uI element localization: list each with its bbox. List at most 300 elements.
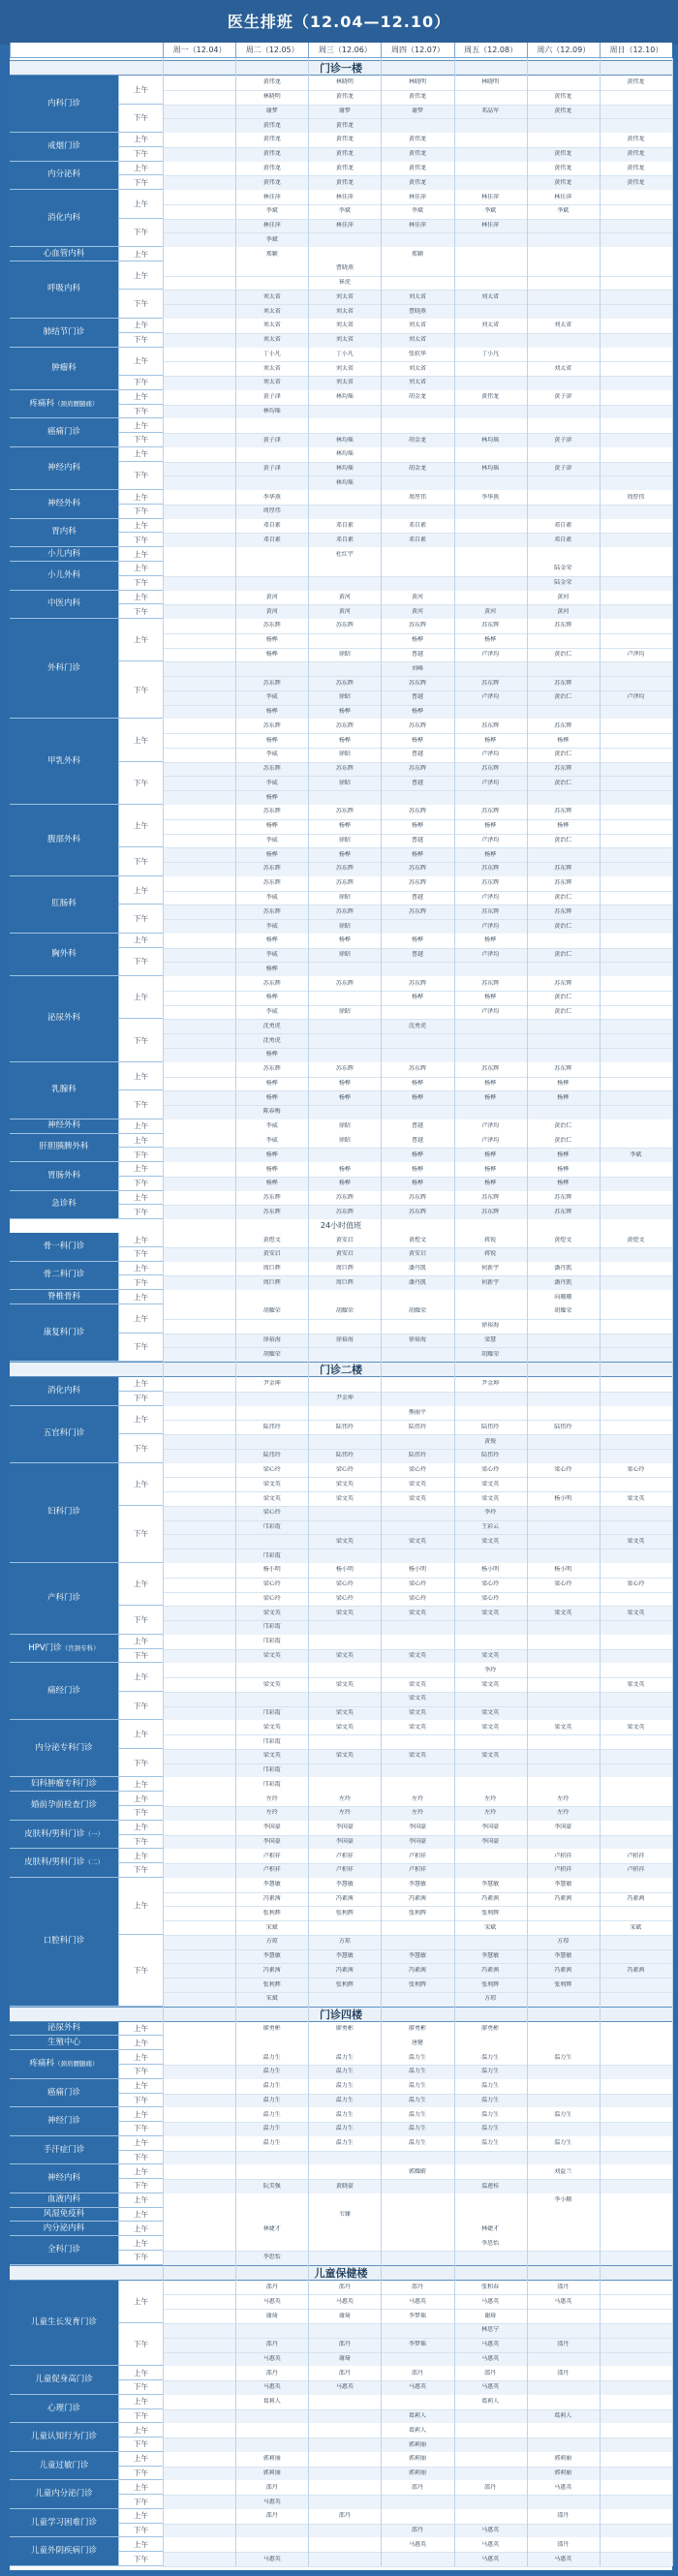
period-label: 下午 (118, 1247, 163, 1262)
doctor-cell: 徐昭 (338, 693, 351, 701)
doctor-cell: 邵丹 (338, 2284, 351, 2291)
doctor-cell: 卢积祥 (335, 1852, 354, 1859)
doctor-cell: 梁心玲 (262, 1580, 281, 1588)
doctor-cell: 林均瑶 (335, 465, 354, 473)
doctor-cell: 曹越 (411, 693, 423, 701)
day-header: 周日（12.10） (600, 43, 672, 58)
department-name: 骨二科门诊 (43, 1270, 85, 1280)
row-divider (163, 1105, 672, 1106)
doctor-cell: 杨桦 (265, 822, 278, 830)
department-label (10, 2452, 118, 2481)
department-name: 癌痛门诊 (46, 427, 80, 438)
department-subtitle: （一） (84, 1829, 104, 1838)
doctor-cell: 邵丹 (338, 2341, 351, 2348)
doctor-cell: 黄伟龙 (262, 136, 281, 143)
page-title: 医生排班（12.04—12.10） (227, 13, 451, 31)
period-label: 下午 (118, 462, 163, 491)
doctor-cell: 郭莉丽 (554, 2455, 572, 2463)
doctor-cell: 杨桦 (265, 736, 278, 744)
period-label: 上午 (118, 2423, 163, 2438)
doctor-cell: 梁文英 (627, 1609, 645, 1616)
doctor-cell: 温力生 (335, 2139, 354, 2147)
department-name: 外科门诊 (46, 662, 80, 673)
doctor-cell: 温力生 (335, 2068, 354, 2075)
doctor-cell: 梁文英 (262, 1494, 281, 1502)
doctor-cell: 苏东辉 (554, 1194, 572, 1202)
department-label (10, 2281, 118, 2367)
doctor-cell: 卢泽均 (481, 922, 500, 930)
doctor-cell: 丁小凡 (262, 350, 281, 357)
doctor-cell: 林佳萍 (262, 222, 281, 230)
doctor-cell: 张利辉 (408, 1909, 426, 1917)
column-divider (381, 58, 382, 2566)
doctor-cell: 徐裕海 (408, 1335, 426, 1343)
doctor-cell: 徐裕海 (335, 1335, 354, 1343)
period-label: 下午 (118, 2552, 163, 2566)
row-divider (163, 891, 672, 892)
department-label (10, 390, 118, 419)
doctor-cell: 黄安启 (335, 1236, 354, 1243)
doctor-cell: 温力生 (335, 2125, 354, 2132)
doctor-cell: 苏东辉 (481, 765, 500, 773)
doctor-cell: 李国豪 (408, 1824, 426, 1831)
doctor-cell: 卢泽均 (481, 1008, 500, 1016)
doctor-cell: 梁文英 (554, 1609, 572, 1616)
row-divider (163, 2179, 672, 2180)
doctor-cell: 苏东辉 (408, 721, 426, 729)
row-divider (163, 1906, 672, 1907)
doctor-cell: 林佳萍 (335, 222, 354, 230)
doctor-cell: 陆伟玲 (335, 1423, 354, 1430)
doctor-cell: 杨桦 (338, 1165, 351, 1173)
doctor-cell: 苏东辉 (408, 622, 426, 629)
doctor-cell: 梁文英 (408, 1680, 426, 1688)
doctor-cell: 苏东辉 (262, 808, 281, 815)
doctor-cell: 陈春梅 (262, 1108, 281, 1116)
doctor-cell: 黄安启 (408, 1250, 426, 1258)
doctor-cell: 卢泽均 (481, 893, 500, 901)
department-label (10, 1262, 118, 1291)
doctor-cell: 马惠英 (554, 2297, 572, 2305)
period-label: 下午 (118, 762, 163, 805)
period-label: 上午 (118, 2107, 163, 2122)
row-divider (163, 2309, 672, 2310)
doctor-cell: 马惠英 (481, 2555, 500, 2562)
doctor-cell: 黄河 (338, 607, 351, 615)
department-label (10, 547, 118, 562)
doctor-cell: 葛莉人 (481, 2398, 500, 2406)
doctor-cell: 杨桦 (265, 1093, 278, 1101)
department-name: 全科门诊 (46, 2244, 80, 2254)
period-label: 上午 (118, 976, 163, 1019)
department-name: 儿童生长发育门诊 (30, 2316, 97, 2327)
row-divider (163, 676, 672, 677)
row-divider (163, 2323, 672, 2324)
doctor-cell: 苏东辉 (335, 879, 354, 887)
doctor-cell: 冯素茜 (627, 1966, 645, 1974)
doctor-cell: 温力生 (481, 2082, 500, 2090)
doctor-cell: 阮美强 (262, 2182, 281, 2190)
department-name: 消化内科 (46, 1385, 80, 1395)
row-divider (163, 118, 672, 119)
period-label: 上午 (118, 547, 163, 562)
department-label (10, 1162, 118, 1191)
period-label: 下午 (118, 604, 163, 619)
column-divider (672, 58, 673, 2566)
period-label: 上午 (118, 2164, 163, 2179)
period-label: 上午 (118, 2136, 163, 2151)
doctor-cell: 李慧敏 (335, 1952, 354, 1960)
doctor-cell: 刘太省 (408, 336, 426, 344)
doctor-cell: 苏东辉 (554, 808, 572, 815)
department-name: 妇科肿瘤专科门诊 (30, 1778, 97, 1789)
period-block (163, 2151, 672, 2165)
doctor-cell: 苏东辉 (554, 879, 572, 887)
doctor-cell: 温力生 (262, 2110, 281, 2118)
doctor-cell: 杨桦 (338, 1093, 351, 1101)
doctor-cell: 马惠英 (481, 2297, 500, 2305)
doctor-cell: 陆伟玲 (481, 1452, 500, 1459)
doctor-cell: 温莲桂 (481, 2182, 500, 2190)
doctor-cell: 梁文英 (262, 1609, 281, 1616)
department-name: 呼吸内科 (46, 284, 80, 294)
doctor-cell: 苏东辉 (408, 879, 426, 887)
doctor-cell: 苏东辉 (408, 1208, 426, 1215)
doctor-cell: 郭莉丽 (262, 2455, 281, 2463)
header-corner (10, 43, 163, 58)
doctor-cell: 林晓明 (408, 78, 426, 86)
doctor-cell: 黄伟龙 (335, 136, 354, 143)
row-divider (163, 2524, 672, 2525)
doctor-cell: 卢泽均 (627, 693, 645, 701)
doctor-cell: 梁心玲 (627, 1580, 645, 1588)
doctor-cell: 黄伟龙 (262, 150, 281, 158)
row-divider (163, 1520, 672, 1521)
doctor-cell: 陆伟玲 (335, 1452, 354, 1459)
period-label: 下午 (118, 2122, 163, 2136)
doctor-cell: 梁文英 (481, 1709, 500, 1717)
doctor-cell: 梁文英 (408, 1723, 426, 1731)
doctor-cell: 杨桦 (484, 1165, 497, 1173)
department-name: 产科门诊 (46, 1592, 80, 1603)
doctor-cell: 李思怡 (481, 2239, 500, 2247)
doctor-cell: 黄伟龙 (262, 78, 281, 86)
doctor-cell: 林晓明 (481, 78, 500, 86)
doctor-cell: 李国豪 (335, 1824, 354, 1831)
period-label: 下午 (118, 948, 163, 977)
doctor-cell: 梁慧 (484, 1335, 497, 1343)
doctor-cell: 邓自素 (408, 522, 426, 530)
doctor-cell: 温力生 (408, 2068, 426, 2075)
doctor-cell: 林佳萍 (335, 193, 354, 200)
department-label (10, 1233, 118, 1262)
doctor-cell: 宋斌 (265, 1923, 278, 1931)
day-header: 周三（12.06） (308, 43, 381, 58)
department-label (10, 562, 118, 591)
doctor-cell: 苏东辉 (408, 865, 426, 873)
doctor-cell: 林佳萍 (554, 193, 572, 200)
period-label: 下午 (118, 1334, 163, 1363)
doctor-cell: 左玲 (265, 1809, 278, 1817)
doctor-cell: 刘太省 (335, 364, 354, 372)
doctor-cell: 李国豪 (481, 1837, 500, 1845)
doctor-cell: 马惠英 (554, 2555, 572, 2562)
department-label (10, 1406, 118, 1463)
row-divider (163, 2338, 672, 2339)
department-label (10, 162, 118, 191)
doctor-cell: 杨桦 (557, 736, 570, 744)
doctor-cell: 黄伟龙 (408, 136, 426, 143)
doctor-cell: 邝彩霞 (262, 1551, 281, 1559)
doctor-cell: 张利辉 (481, 1980, 500, 1988)
doctor-cell: 杨桦 (557, 1079, 570, 1087)
doctor-cell: 谢梦 (411, 107, 423, 114)
department-label (10, 1191, 118, 1220)
doctor-cell: 温力生 (554, 2139, 572, 2147)
doctor-cell: 邵丹 (484, 2369, 497, 2377)
doctor-cell: 黄河 (484, 607, 497, 615)
doctor-cell: 邵丹 (265, 2369, 278, 2377)
department-label (10, 490, 118, 519)
doctor-cell: 张利辉 (408, 1980, 426, 1988)
doctor-cell: 邵丹 (265, 2341, 278, 2348)
doctor-cell: 冯素茜 (408, 1966, 426, 1974)
doctor-cell: 杨桦 (411, 1079, 423, 1087)
column-divider (235, 58, 236, 2566)
doctor-cell: 徐昭 (338, 779, 351, 786)
doctor-cell: 邓自素 (335, 522, 354, 530)
doctor-cell: 蒋锐 (484, 1250, 497, 1258)
department-label (10, 1134, 118, 1163)
row-divider (163, 2352, 672, 2353)
row-divider (163, 1806, 672, 1807)
period-label: 上午 (118, 2395, 163, 2409)
department-label (10, 519, 118, 548)
doctor-cell: 周巨辉 (335, 1278, 354, 1286)
doctor-cell: 陆伟玲 (408, 1423, 426, 1430)
doctor-cell: 马惠英 (262, 2498, 281, 2505)
doctor-cell: 邵丹 (411, 2483, 423, 2491)
row-divider (163, 576, 672, 577)
doctor-cell: 黄治仁 (554, 994, 572, 1001)
department-name: 儿童促身高门诊 (35, 2375, 93, 2385)
doctor-cell: 徐昭 (338, 951, 351, 959)
period-label: 下午 (118, 1835, 163, 1850)
doctor-cell: 刘益兰 (554, 2167, 572, 2175)
row-divider (163, 1835, 672, 1836)
department-name: 皮肤科/男科门诊 (24, 1828, 85, 1839)
doctor-cell: 苏东辉 (335, 907, 354, 915)
doctor-cell: 杨桦 (557, 1180, 570, 1187)
doctor-cell: 苏东辉 (262, 907, 281, 915)
doctor-cell: 杨桦 (265, 636, 278, 644)
doctor-cell: 苏东辉 (335, 979, 354, 987)
doctor-cell: 梁文英 (262, 1651, 281, 1659)
doctor-cell: 梁文英 (335, 1537, 354, 1545)
doctor-cell: 沈勇虎 (408, 1022, 426, 1029)
period-block (163, 2208, 672, 2223)
doctor-cell: 梁文英 (262, 1752, 281, 1760)
doctor-cell: 李慧敏 (262, 1952, 281, 1960)
period-label: 上午 (118, 1406, 163, 1435)
doctor-cell: 黄伟龙 (262, 164, 281, 171)
doctor-cell: 梁文英 (335, 1480, 354, 1487)
doctor-cell: 杨桦 (338, 850, 351, 858)
period-label: 下午 (118, 2179, 163, 2193)
doctor-cell: 黄伟龙 (627, 178, 645, 186)
row-divider (163, 1863, 672, 1864)
period-label: 下午 (118, 533, 163, 547)
row-divider (163, 1392, 672, 1393)
doctor-cell: 温力生 (554, 2110, 572, 2118)
doctor-cell: 杨桦 (411, 736, 423, 744)
row-divider (163, 105, 672, 106)
doctor-cell: 谢梦 (265, 107, 278, 114)
row-divider (163, 633, 672, 634)
doctor-cell: 邓自素 (554, 536, 572, 543)
doctor-cell: 陆伟玲 (262, 1452, 281, 1459)
doctor-cell: 杨桦 (484, 1150, 497, 1158)
doctor-cell: 李国豪 (262, 1824, 281, 1831)
doctor-cell: 葛莉人 (554, 2411, 572, 2419)
department-label (10, 2208, 118, 2223)
period-label: 下午 (118, 175, 163, 190)
row-divider (163, 232, 672, 233)
doctor-cell: 温力生 (408, 2053, 426, 2061)
doctor-cell: 李斌 (265, 235, 278, 243)
doctor-cell: 邝彩霞 (262, 1780, 281, 1788)
period-label: 下午 (118, 1019, 163, 1061)
row-divider (163, 1606, 672, 1607)
doctor-cell: 马惠英 (481, 2341, 500, 2348)
doctor-cell: 李斌 (630, 1150, 642, 1158)
doctor-cell: 黄河 (338, 593, 351, 600)
period-label: 下午 (118, 576, 163, 591)
doctor-cell: 廖勇彬 (481, 2025, 500, 2033)
doctor-cell: 李国豪 (262, 1837, 281, 1845)
doctor-cell: 李威 (265, 836, 278, 843)
department-label (10, 1878, 118, 2007)
doctor-cell: 徐昭 (338, 1136, 351, 1144)
doctor-cell: 卢泽均 (481, 836, 500, 843)
period-label: 上午 (118, 390, 163, 405)
doctor-cell: 梁心玲 (481, 1594, 500, 1602)
doctor-cell: 梁文英 (408, 1709, 426, 1717)
doctor-cell: 梁文英 (481, 1680, 500, 1688)
row-divider (163, 333, 672, 334)
doctor-cell: 杨桦 (265, 1051, 278, 1058)
doctor-cell: 杨小明 (554, 1494, 572, 1502)
department-label (10, 2050, 118, 2079)
department-label (10, 1304, 118, 1362)
department-name: 儿童过敏门诊 (39, 2460, 89, 2470)
doctor-cell: 梁心玲 (262, 1594, 281, 1602)
doctor-cell: 邵丹 (265, 2284, 278, 2291)
department-name: 戒烟门诊 (46, 140, 80, 151)
doctor-cell: 黄伟龙 (627, 136, 645, 143)
doctor-cell: 杨桦 (557, 1165, 570, 1173)
row-divider (163, 2566, 672, 2567)
doctor-cell: 徐昭 (338, 893, 351, 901)
doctor-cell: 黄子津 (262, 436, 281, 444)
doctor-cell: 温力生 (262, 2125, 281, 2132)
doctor-cell: 刘太省 (554, 364, 572, 372)
doctor-cell: 谢琦 (338, 2312, 351, 2319)
doctor-cell: 梁文英 (335, 1723, 354, 1731)
doctor-cell: 张利辉 (262, 1980, 281, 1988)
doctor-cell: 梁文英 (627, 1680, 645, 1688)
doctor-cell: 苏东辉 (262, 879, 281, 887)
period-label: 下午 (118, 290, 163, 319)
doctor-cell: 苏东辉 (262, 765, 281, 773)
period-label: 下午 (118, 147, 163, 162)
doctor-cell: 方琼 (338, 1938, 351, 1946)
doctor-cell: 苏东辉 (554, 1208, 572, 1215)
doctor-cell: 温力生 (335, 2110, 354, 2118)
department-name: 急诊科 (51, 1199, 77, 1210)
doctor-cell: 林佳萍 (262, 193, 281, 200)
row-divider (163, 475, 672, 476)
doctor-cell: 苏东辉 (262, 721, 281, 729)
doctor-cell: 邵丹 (338, 2369, 351, 2377)
doctor-cell: 苏东辉 (481, 1194, 500, 1202)
period-label: 上午 (118, 805, 163, 847)
row-divider (163, 219, 672, 220)
doctor-cell: 杨桦 (411, 1093, 423, 1101)
department-name: 中医内科 (46, 598, 80, 609)
doctor-cell: 左玲 (265, 1794, 278, 1802)
department-name: 儿童认知行为门诊 (30, 2432, 97, 2442)
row-divider (163, 962, 672, 963)
department-label (10, 319, 118, 348)
department-label (10, 2236, 118, 2265)
row-divider (163, 1592, 672, 1593)
row-divider (163, 2151, 672, 2152)
doctor-cell: 李国豪 (481, 1824, 500, 1831)
department-label (10, 447, 118, 490)
doctor-cell: 林思宁 (481, 2326, 500, 2334)
doctor-cell: 李威 (265, 1008, 278, 1016)
row-divider (163, 90, 672, 91)
doctor-cell: 杨桦 (557, 1150, 570, 1158)
period-label: 下午 (118, 1806, 163, 1821)
doctor-cell: 马惠英 (408, 2540, 426, 2548)
doctor-cell: 杨桦 (484, 1180, 497, 1187)
period-label: 上午 (118, 1563, 163, 1606)
doctor-cell: 黄安启 (335, 1250, 354, 1258)
period-label: 下午 (118, 505, 163, 519)
doctor-cell: 胡耀荣 (262, 1350, 281, 1358)
doctor-cell: 梁文英 (481, 1480, 500, 1487)
department-label (10, 2193, 118, 2208)
row-divider (163, 1434, 672, 1435)
row-divider (163, 1963, 672, 1964)
doctor-cell: 刘太省 (481, 292, 500, 300)
doctor-cell: 梁文英 (408, 1651, 426, 1659)
row-divider (163, 2380, 672, 2381)
doctor-cell: 方琼 (484, 1995, 497, 2003)
doctor-cell: 左玲 (557, 1794, 570, 1802)
day-header: 周二（12.05） (235, 43, 308, 58)
doctor-cell: 邵丹 (557, 2284, 570, 2291)
doctor-cell: 李慧敏 (262, 1881, 281, 1888)
doctor-cell: 黄河 (265, 607, 278, 615)
doctor-cell: 黄伟龙 (554, 150, 572, 158)
doctor-cell: 黄伟龙 (554, 93, 572, 101)
doctor-cell: 陆伟玲 (262, 1423, 281, 1430)
doctor-cell: 梁心玲 (481, 1466, 500, 1474)
doctor-cell: 胡耀荣 (262, 1307, 281, 1315)
